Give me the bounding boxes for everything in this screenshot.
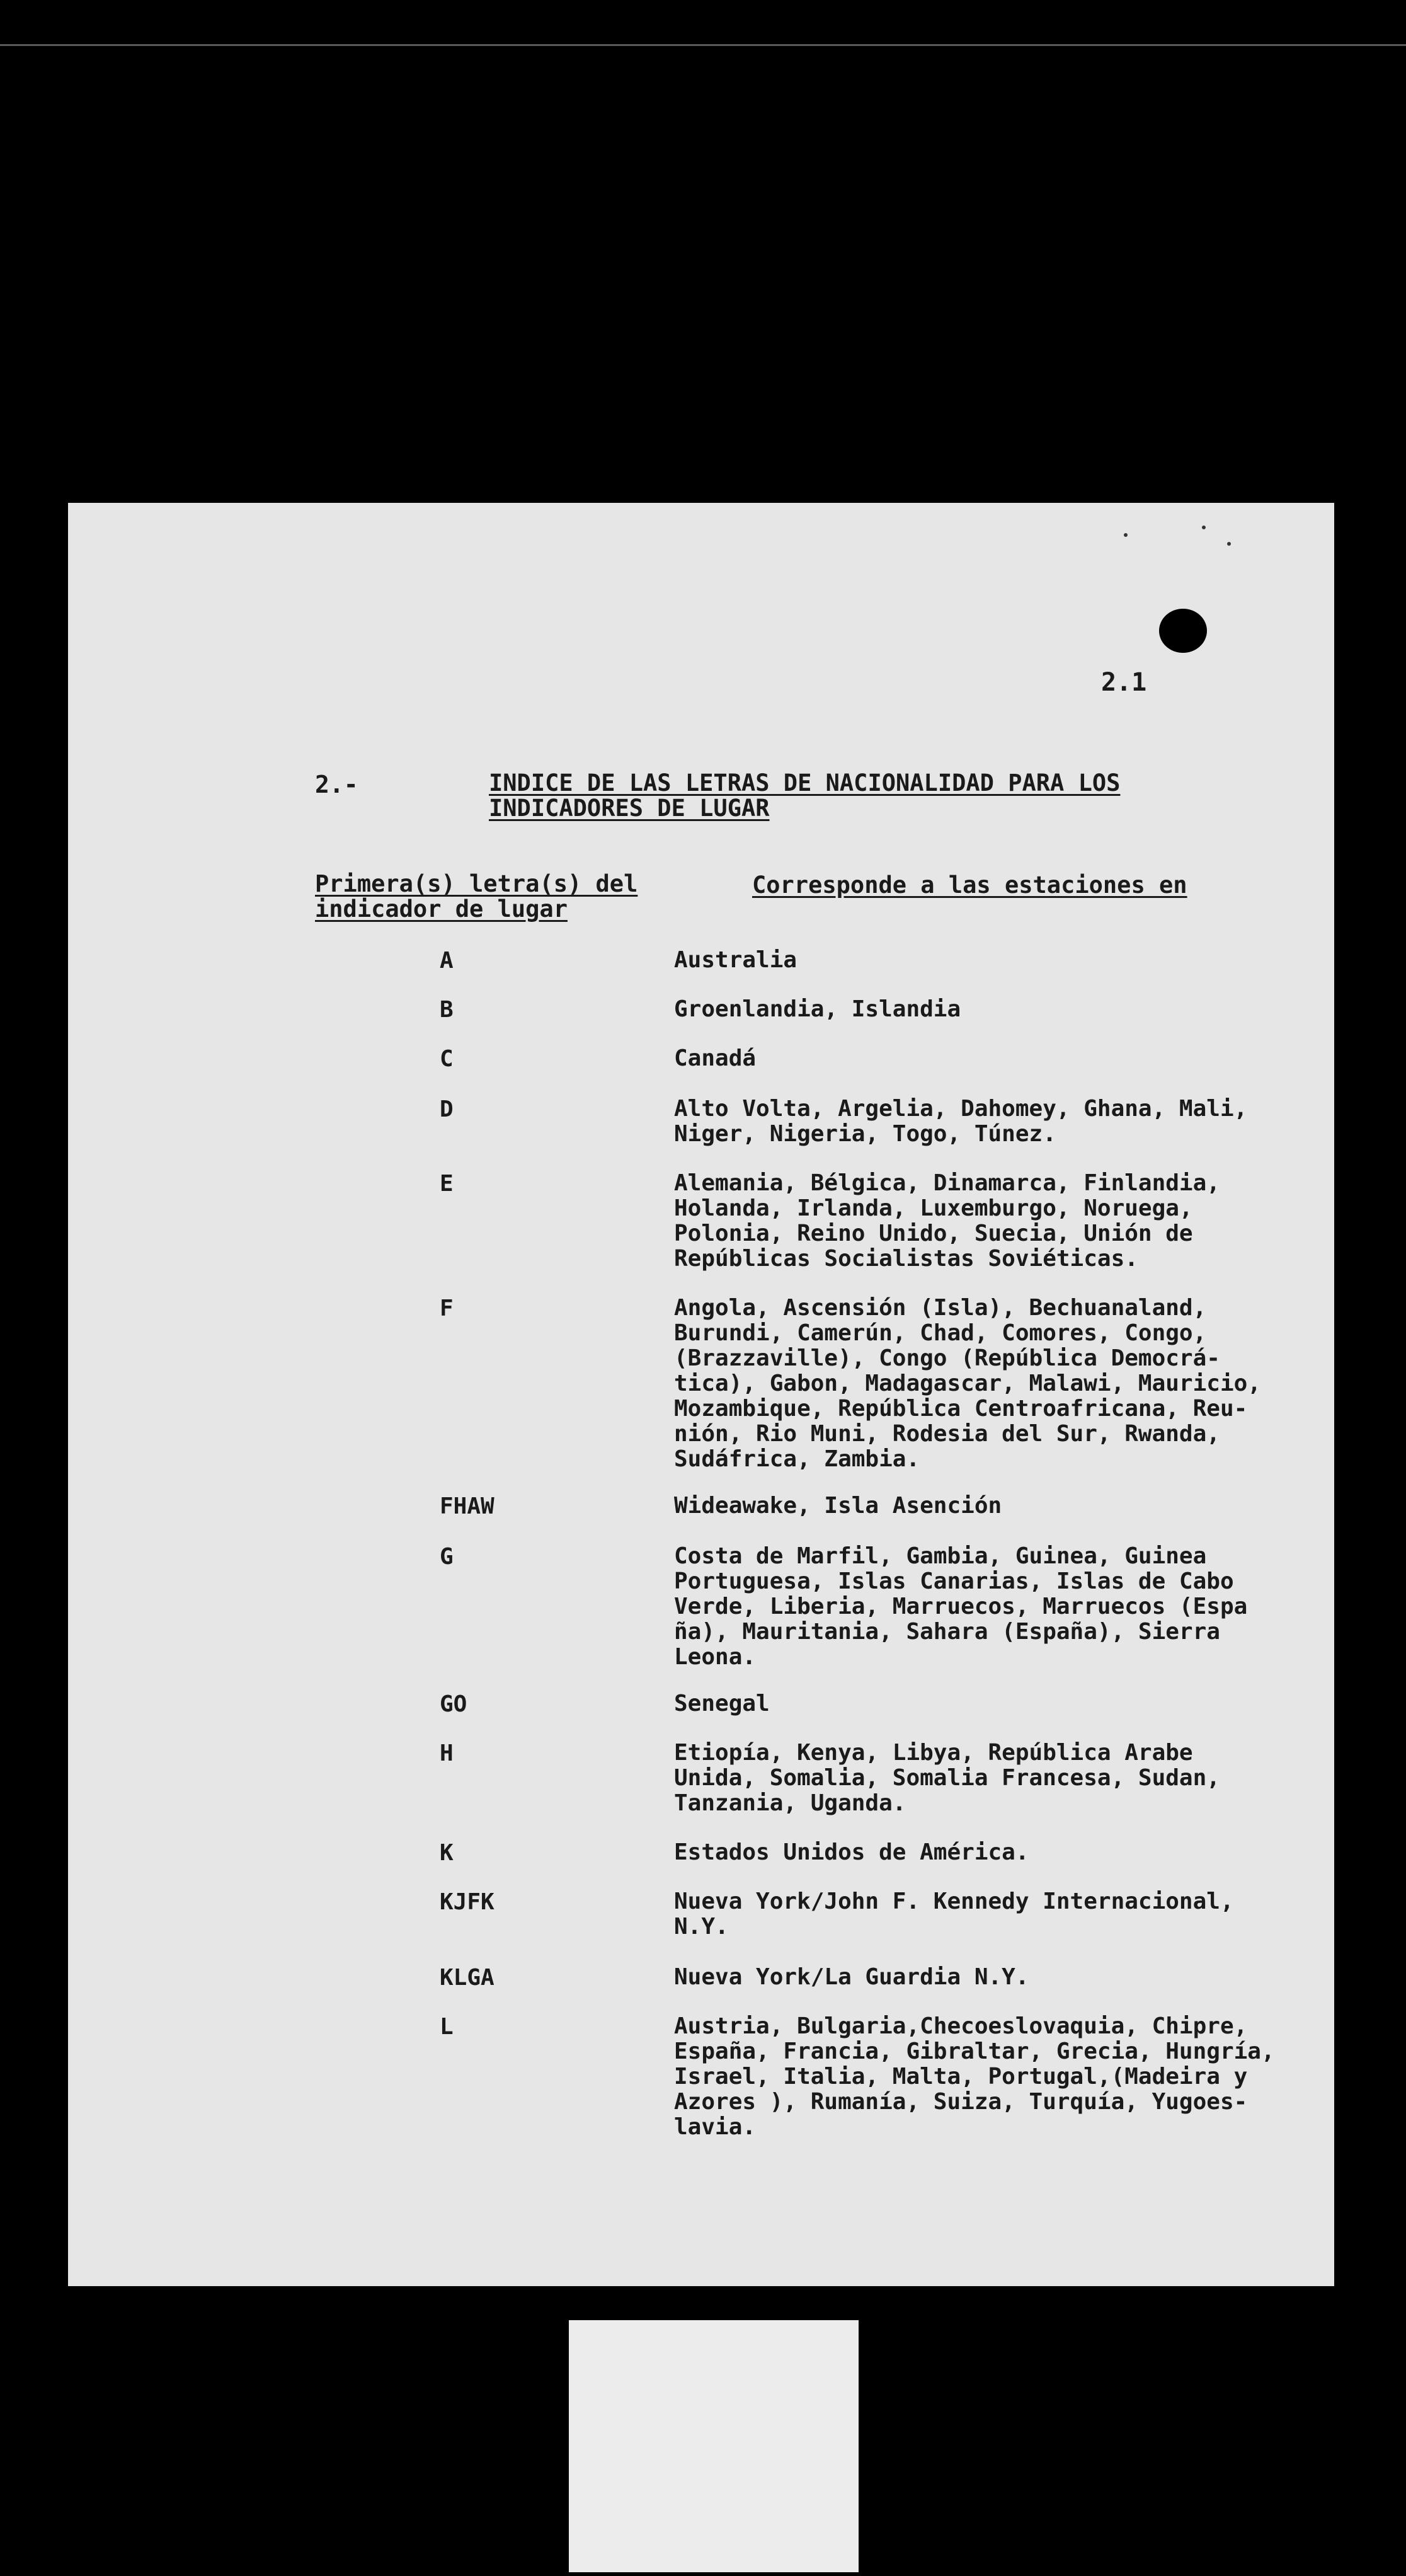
- indicator-code: KJFK: [440, 1889, 494, 1915]
- indicator-code: L: [440, 2014, 454, 2040]
- column-heading-stations: Corresponde a las estaciones en: [752, 871, 1187, 899]
- speck: [1124, 533, 1128, 537]
- speck: [1227, 542, 1231, 546]
- blank-card: [569, 2320, 859, 2572]
- column-heading-line: Primera(s) letra(s) del: [315, 870, 638, 897]
- indicator-code: FHAW: [440, 1493, 494, 1519]
- indicator-code: B: [440, 997, 454, 1023]
- column-heading-line: indicador de lugar: [315, 895, 568, 923]
- station-countries: Etiopía, Kenya, Libya, República Arabe Unida, Somalia, Somalia Francesa, Sudan, Tanzania, Uganda.: [674, 1740, 1220, 1816]
- indicator-code: E: [440, 1171, 454, 1197]
- station-countries: Alto Volta, Argelia, Dahomey, Ghana, Mali, Niger, Nigeria, Togo, Túnez.: [674, 1096, 1248, 1147]
- title-line: INDICE DE LAS LETRAS DE NACIONALIDAD PARA LOS: [489, 769, 1121, 796]
- station-countries: Groenlandia, Islandia: [674, 996, 961, 1022]
- indicator-code: A: [440, 948, 454, 974]
- station-countries: Wideawake, Isla Asención: [674, 1493, 1002, 1519]
- station-countries: Senegal: [674, 1691, 770, 1716]
- indicator-code: D: [440, 1096, 454, 1122]
- indicator-code: H: [440, 1740, 454, 1766]
- station-countries: Austria, Bulgaria,Checoeslovaquia, Chipre, España, Francia, Gibraltar, Grecia, Hungría, Israel, Italia, Malta, Portugal,(Madeira y Azores ), Rumanía, Suiza, Turquía, Yugoes- lavia.: [674, 2013, 1275, 2140]
- document-page: [68, 503, 1334, 2286]
- station-countries: Canadá: [674, 1045, 757, 1071]
- indicator-code: KLGA: [440, 1965, 494, 1991]
- indicator-code: K: [440, 1840, 454, 1866]
- indicator-code: GO: [440, 1691, 467, 1717]
- indicator-code: F: [440, 1296, 454, 1321]
- column-heading-indicator: [315, 871, 637, 922]
- station-countries: Alemania, Bélgica, Dinamarca, Finlandia, Holanda, Irlanda, Luxemburgo, Noruega, Polonia, Reino Unido, Suecia, Unión de Repúblicas Socialistas Soviéticas.: [674, 1170, 1220, 1272]
- page-number: 2.1: [1101, 668, 1147, 697]
- station-countries: Australia: [674, 947, 797, 973]
- title-line: INDICADORES DE LUGAR: [489, 795, 770, 822]
- film-edge-line: [0, 44, 1406, 46]
- section-number: 2.-: [315, 771, 358, 798]
- station-countries: Estados Unidos de América.: [674, 1839, 1029, 1865]
- station-countries: Angola, Ascensión (Isla), Bechuanaland, Burundi, Camerún, Chad, Comores, Congo, (Brazzaville), Congo (República Democrá- tica), Gabon, Madagascar, Malawi, Mauricio, Mozambique, República Centroafricana, Reu- nión, Rio Muni, Rodesia del Sur, Rwanda, Sudáfrica, Zambia.: [674, 1295, 1261, 1472]
- station-countries: Nueva York/La Guardia N.Y.: [674, 1964, 1029, 1990]
- speck: [1202, 526, 1206, 529]
- station-countries: Costa de Marfil, Gambia, Guinea, Guinea Portuguesa, Islas Canarias, Islas de Cabo Verde, Liberia, Marruecos, Marruecos (Espa ña), Mauritania, Sahara (España), Sierra Leona.: [674, 1543, 1248, 1670]
- indicator-code: C: [440, 1046, 454, 1072]
- indicator-code: G: [440, 1544, 454, 1570]
- punch-hole: [1159, 609, 1207, 653]
- document-title: [489, 771, 1232, 821]
- station-countries: Nueva York/John F. Kennedy Internacional, N.Y.: [674, 1889, 1234, 1940]
